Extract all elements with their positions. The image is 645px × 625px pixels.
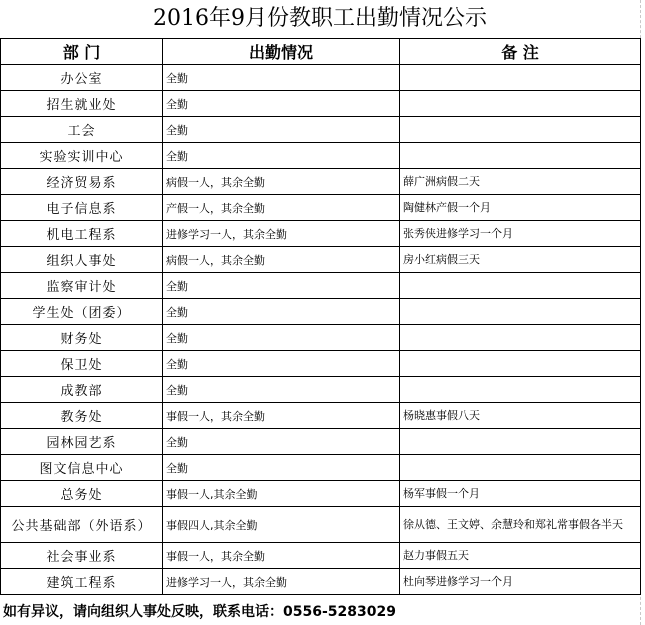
table-row bbox=[1, 507, 641, 543]
attendance-cell: 全勤 bbox=[163, 455, 400, 481]
table-row bbox=[1, 91, 641, 117]
dept-cell: 组织人事处 bbox=[1, 247, 163, 273]
dept-cell: 学生处（团委） bbox=[1, 299, 163, 325]
table-row bbox=[1, 429, 641, 455]
notes-cell bbox=[400, 65, 641, 91]
page-title: 2016年9月份教职工出勤情况公示 bbox=[153, 6, 487, 31]
dept-cell: 电子信息系 bbox=[1, 195, 163, 221]
attendance-cell: 全勤 bbox=[163, 299, 400, 325]
footer-contact-note: 如有异议，请向组织人事处反映，联系电话：0556-5283029 bbox=[3, 604, 396, 620]
dept-cell: 总务处 bbox=[1, 481, 163, 507]
attendance-cell: 事假四人,其余全勤 bbox=[163, 507, 400, 543]
notes-cell bbox=[400, 143, 641, 169]
notes-cell bbox=[400, 455, 641, 481]
notes-cell bbox=[400, 429, 641, 455]
dept-cell: 保卫处 bbox=[1, 351, 163, 377]
table-row bbox=[1, 543, 641, 569]
notes-cell: 杨晓惠事假八天 bbox=[400, 403, 641, 429]
table-row bbox=[1, 195, 641, 221]
table-row bbox=[1, 351, 641, 377]
notes-cell bbox=[400, 377, 641, 403]
table-row bbox=[1, 169, 641, 195]
attendance-cell: 全勤 bbox=[163, 273, 400, 299]
attendance-cell: 事假一人，其余全勤 bbox=[163, 403, 400, 429]
attendance-cell: 全勤 bbox=[163, 325, 400, 351]
notes-cell: 徐从德、王文婷、余慧玲和郑礼常事假各半天 bbox=[400, 507, 641, 543]
table-row bbox=[1, 325, 641, 351]
notes-cell: 薛广洲病假二天 bbox=[400, 169, 641, 195]
table-row bbox=[1, 273, 641, 299]
attendance-cell: 病假一人，其余全勤 bbox=[163, 169, 400, 195]
dept-cell: 机电工程系 bbox=[1, 221, 163, 247]
dept-cell: 工会 bbox=[1, 117, 163, 143]
table-row bbox=[1, 403, 641, 429]
dept-cell: 图文信息中心 bbox=[1, 455, 163, 481]
notes-cell: 房小红病假三天 bbox=[400, 247, 641, 273]
attendance-cell: 事假一人,其余全勤 bbox=[163, 481, 400, 507]
attendance-cell: 全勤 bbox=[163, 91, 400, 117]
table-row bbox=[1, 247, 641, 273]
table-row bbox=[1, 143, 641, 169]
table-row bbox=[1, 481, 641, 507]
dept-cell: 实验实训中心 bbox=[1, 143, 163, 169]
notes-cell bbox=[400, 117, 641, 143]
table-row bbox=[1, 221, 641, 247]
table-body bbox=[1, 65, 641, 595]
notes-cell: 赵力事假五天 bbox=[400, 543, 641, 569]
attendance-cell: 全勤 bbox=[163, 429, 400, 455]
dept-cell: 招生就业处 bbox=[1, 91, 163, 117]
attendance-cell: 产假一人，其余全勤 bbox=[163, 195, 400, 221]
dept-cell: 办公室 bbox=[1, 65, 163, 91]
dept-cell: 财务处 bbox=[1, 325, 163, 351]
table-row bbox=[1, 65, 641, 91]
notes-cell bbox=[400, 299, 641, 325]
attendance-cell: 全勤 bbox=[163, 65, 400, 91]
dept-cell: 园林园艺系 bbox=[1, 429, 163, 455]
dept-cell: 教务处 bbox=[1, 403, 163, 429]
table-row bbox=[1, 117, 641, 143]
notes-cell: 杜向琴进修学习一个月 bbox=[400, 569, 641, 595]
notes-cell: 陶健林产假一个月 bbox=[400, 195, 641, 221]
table-row bbox=[1, 377, 641, 403]
attendance-cell: 进修学习一人，其余全勤 bbox=[163, 221, 400, 247]
attendance-cell: 全勤 bbox=[163, 143, 400, 169]
attendance-cell: 进修学习一人，其余全勤 bbox=[163, 569, 400, 595]
header-attendance: 出勤情况 bbox=[163, 39, 400, 65]
dept-cell: 监察审计处 bbox=[1, 273, 163, 299]
notes-cell: 张秀侠进修学习一个月 bbox=[400, 221, 641, 247]
table-row bbox=[1, 299, 641, 325]
dept-cell: 社会事业系 bbox=[1, 543, 163, 569]
dept-cell: 经济贸易系 bbox=[1, 169, 163, 195]
dept-cell: 成教部 bbox=[1, 377, 163, 403]
notes-cell: 杨军事假一个月 bbox=[400, 481, 641, 507]
notes-cell bbox=[400, 325, 641, 351]
table-header-row bbox=[1, 39, 641, 65]
table-row bbox=[1, 569, 641, 595]
dept-cell: 建筑工程系 bbox=[1, 569, 163, 595]
header-notes: 备 注 bbox=[400, 39, 641, 65]
dept-cell: 公共基础部（外语系） bbox=[1, 507, 163, 543]
notes-cell bbox=[400, 273, 641, 299]
attendance-cell: 事假一人，其余全勤 bbox=[163, 543, 400, 569]
table-row bbox=[1, 455, 641, 481]
notes-cell bbox=[400, 91, 641, 117]
attendance-cell: 全勤 bbox=[163, 377, 400, 403]
attendance-cell: 病假一人，其余全勤 bbox=[163, 247, 400, 273]
attendance-table bbox=[0, 38, 641, 595]
attendance-cell: 全勤 bbox=[163, 117, 400, 143]
attendance-cell: 全勤 bbox=[163, 351, 400, 377]
header-dept: 部 门 bbox=[1, 39, 163, 65]
notes-cell bbox=[400, 351, 641, 377]
